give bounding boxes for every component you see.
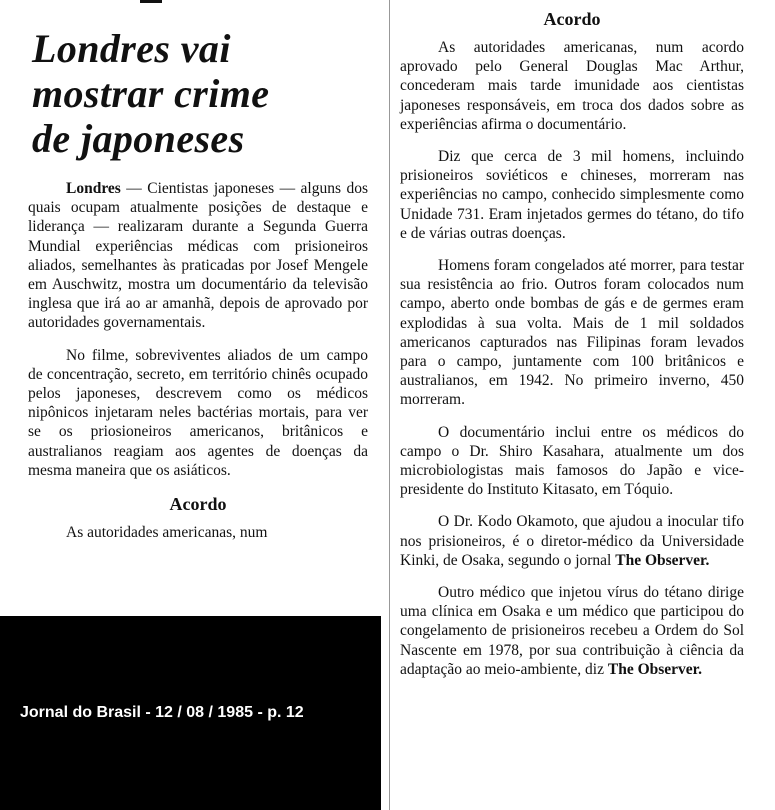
section-subhead: Acordo	[543, 9, 601, 29]
article-paragraph	[400, 512, 744, 570]
paragraph-text: O Dr. Kodo Okamoto, que ajudou a inocular tifo nos prisioneiros, é o diretor-médico da Universidade Kinki, de Osaka, segundo o jornal	[400, 513, 744, 569]
source-caption: Jornal do Brasil - 12 / 08 / 1985 - p. 12	[20, 704, 304, 721]
headline-line: de japoneses	[32, 116, 245, 161]
paragraph-text: As autoridades americanas, num acordo aprovado pelo General Douglas Mac Arthur, concederam mais tarde imunidade aos cientistas japoneses responsáveis, em troca dos dados sobre as experiências afirma o documentário.	[400, 39, 744, 133]
cut-off-line: As autoridades americanas, num	[66, 524, 268, 542]
paragraph-text: Homens foram congelados até morrer, para testar sua resistência ao frio. Outros foram colocados num campo, aberto onde bombas de gás e de germes eram explodidas à sua volta. Mais de 1 mil soldados americanos capturados nas Filipinas foram levados para o campo, juntamente com 100 britânicos e australianos, em 1942. No primeiro inverno, 450 morreram.	[400, 257, 744, 409]
left-column	[28, 26, 368, 542]
headline	[28, 26, 368, 161]
article-paragraph	[400, 583, 744, 679]
dateline: Londres	[66, 180, 121, 197]
section-subhead: Acordo	[169, 494, 227, 515]
article-paragraph	[400, 147, 744, 243]
newspaper-name: The Observer.	[607, 660, 703, 678]
column-divider	[389, 0, 390, 810]
article-paragraph	[28, 179, 368, 333]
right-column	[400, 8, 744, 692]
article-paragraph	[400, 423, 744, 500]
article-paragraph	[28, 346, 368, 480]
article-paragraph	[400, 256, 744, 410]
headline-line: Londres vai	[32, 26, 231, 71]
paragraph-text: O documentário inclui entre os médicos do campo o Dr. Shiro Kasahara, atualmente um dos microbiologistas mais famosos do Japão e vice-presidente do Instituto Kitasato, em Tóquio.	[400, 423, 744, 499]
paragraph-text: Diz que cerca de 3 mil homens, incluindo prisioneiros soviéticos e chineses, morreram nas experiências no campo, conhecido simplesmente como Unidade 731. Eram injetados germes do tétano, do tifo e de várias outras doenças.	[400, 148, 744, 242]
headline-line: mostrar crime	[32, 71, 270, 116]
paragraph-text: No filme, sobreviventes aliados de um campo de concentração, secreto, em território chinês ocupado pelos japoneses, descrevem como os médicos nipônicos injetaram neles bactérias mortais, para ver se os priosioneiros americanos, britânicos e australianos reagiam aos agentes de doenças da mesma maneira que os asiáticos.	[28, 346, 368, 479]
article-paragraph	[400, 38, 744, 134]
paragraph-text: Outro médico que injetou vírus do tétano dirige uma clínica em Osaka e um médico que participou do congelamento de prisioneiros recebeu a Ordem do Sol Nascente em 1978, por sua contribuição à ciência da adaptação ao meio-ambiente, diz	[400, 584, 744, 678]
newspaper-name: The Observer.	[615, 551, 710, 569]
paragraph-text: — Cientistas japoneses — alguns dos quais ocupam atualmente posições de destaque e liderança — realizaram durante a Segunda Guerra Mundial experiências médicas com prisioneiros aliados, semelhantes às praticadas por Josef Mengele em Auschwitz, mostra um documentário da televisão inglesa que irá ao ar amanhã, depois de aprovado por autoridades governamentais.	[28, 180, 368, 332]
top-rule	[140, 0, 162, 3]
